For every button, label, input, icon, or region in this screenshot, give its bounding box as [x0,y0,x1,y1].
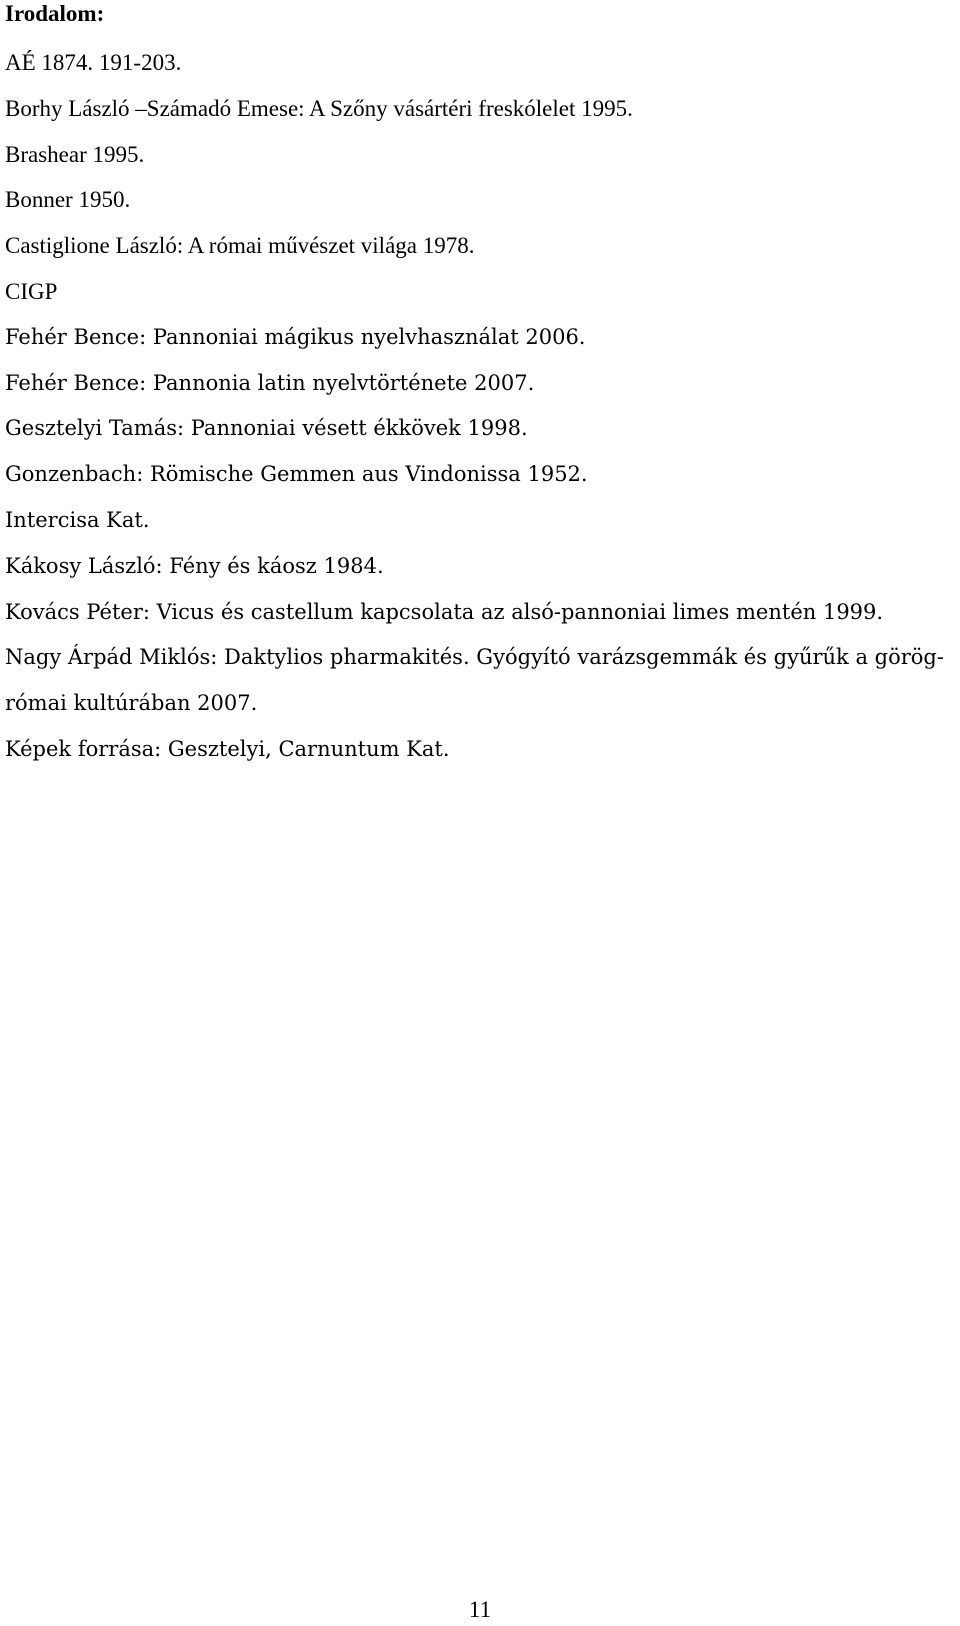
reference-item: Intercisa Kat. [5,507,150,532]
reference-item: Kákosy László: Fény és káosz 1984. [5,553,384,578]
reference-item: Képek forrása: Gesztelyi, Carnuntum Kat. [5,736,450,761]
reference-item: Fehér Bence: Pannonia latin nyelvtörténete 2007. [5,370,535,395]
reference-item: Fehér Bence: Pannoniai mágikus nyelvhasználat 2006. [5,324,586,349]
reference-item: AÉ 1874. 191-203. [5,50,182,75]
page-number: 11 [468,1597,492,1622]
section-heading: Irodalom: [5,1,105,26]
reference-item: Castiglione László: A római művészet világa 1978. [5,233,475,259]
reference-item: Gonzenbach: Römische Gemmen aus Vindonissa 1952. [5,462,588,487]
reference-item: Gesztelyi Tamás: Pannoniai vésett ékkövek 1998. [5,416,528,441]
reference-item: Kovács Péter: Vicus és castellum kapcsolata az alsó-pannoniai limes mentén 1999. [5,599,884,624]
reference-item: Brashear 1995. [5,141,145,167]
reference-item: Nagy Árpád Miklós: Daktylios pharmakités. Gyógyító varázsgemmák és gyűrűk a görög-római kultúrában 2007. [5,645,944,716]
reference-item: Bonner 1950. [5,187,131,213]
reference-item: Borhy László –Számadó Emese: A Szőny vásártéri freskólelet 1995. [5,95,633,121]
reference-item: CIGP [5,278,58,304]
reference-list [5,40,955,773]
